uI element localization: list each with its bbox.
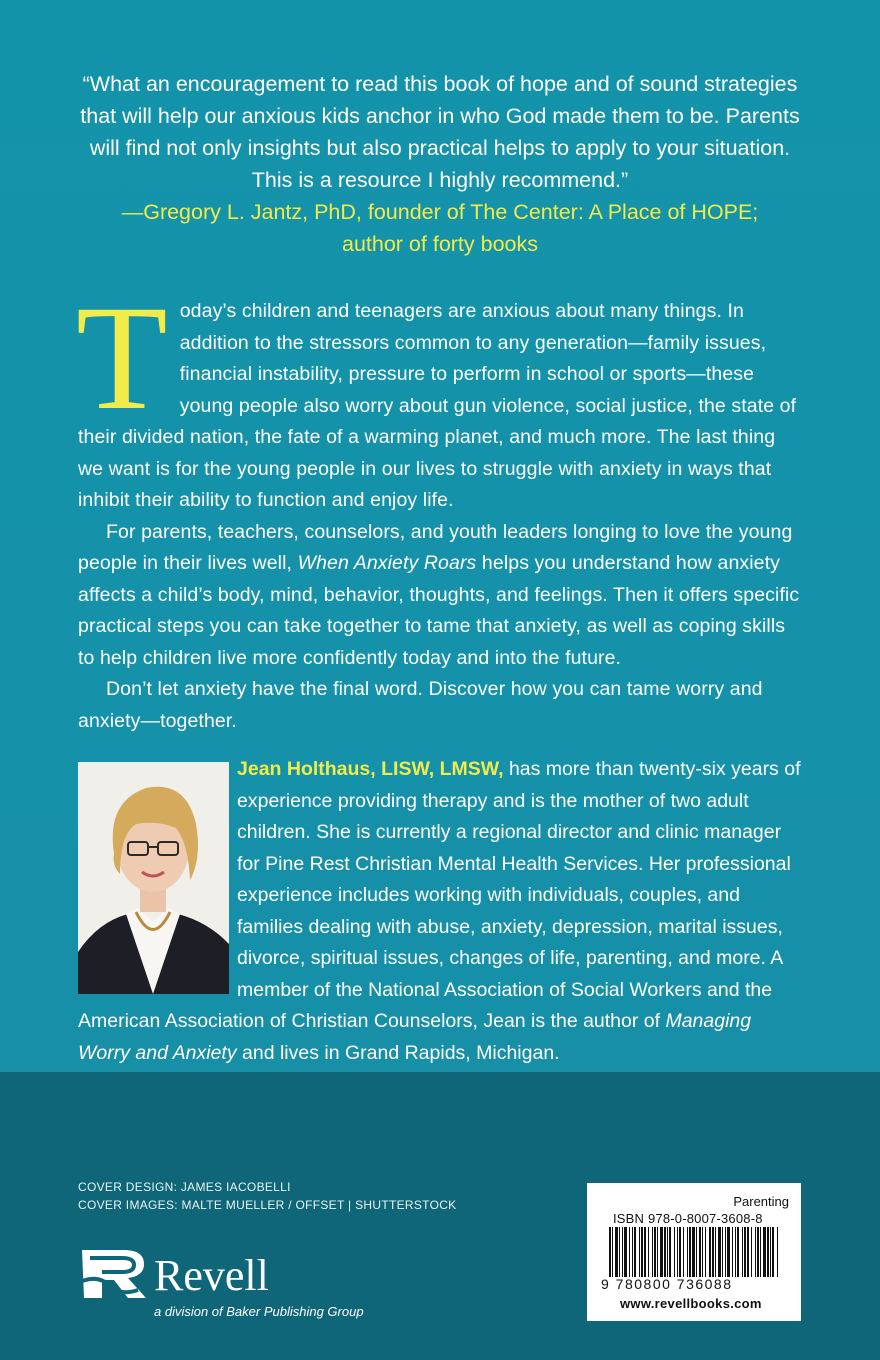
barcode-bar [725, 1227, 726, 1277]
barcode-bar [755, 1227, 756, 1277]
barcode-bar [657, 1227, 658, 1277]
barcode-bar [751, 1227, 752, 1277]
barcode-bar [760, 1227, 761, 1277]
barcode-bar [744, 1227, 746, 1277]
barcode-bar [722, 1227, 723, 1277]
barcode-bar [705, 1227, 706, 1277]
publisher-name: Revell [154, 1251, 269, 1300]
barcode-digits: 9 780800 736088 [601, 1276, 733, 1292]
publisher-logo [80, 1246, 380, 1326]
barcode-bars [605, 1227, 783, 1277]
barcode-bar [634, 1227, 636, 1277]
endorsement-quote [70, 68, 810, 260]
barcode-bar [644, 1227, 646, 1277]
barcode-bar [674, 1227, 675, 1277]
barcode-bar [718, 1227, 721, 1277]
author-bio-end: and lives in Grand Rapids, Michigan. [236, 1041, 560, 1064]
barcode-bar [687, 1227, 688, 1277]
barcode-bar [702, 1227, 703, 1277]
barcode-bar [696, 1227, 697, 1277]
barcode-bar [770, 1227, 771, 1277]
description-paragraph-3: Don’t let anxiety have the final word. Discover how you can tame worry and anxiety—together. [78, 678, 763, 732]
author-name: Jean Holthaus, LISW, LMSW, [237, 758, 504, 780]
barcode-bar [709, 1227, 711, 1277]
barcode-bar [737, 1227, 739, 1277]
barcode-bar [615, 1227, 618, 1277]
book-category: Parenting [733, 1194, 789, 1209]
author-bio [78, 754, 802, 1069]
barcode-bar [632, 1227, 633, 1277]
isbn-text: ISBN 978-0-8007-3608-8 [613, 1211, 763, 1226]
cover-design-credit: COVER DESIGN: JAMES IACOBELLI [78, 1180, 291, 1194]
barcode-bar [669, 1227, 671, 1277]
barcode-bar [641, 1227, 643, 1277]
book-title-italic: When Anxiety Roars [297, 552, 477, 574]
publisher-url: www.revellbooks.com [620, 1296, 762, 1311]
description-paragraph-2 [78, 517, 802, 675]
barcode-bar [767, 1227, 769, 1277]
barcode-bar [629, 1227, 630, 1277]
barcode-bar [747, 1227, 749, 1277]
drop-cap: T [76, 275, 168, 441]
barcode-bar [622, 1227, 623, 1277]
barcode-bar [683, 1227, 684, 1277]
description-paragraph-1-text: oday’s children and teenagers are anxious about many things. In addition to the stressors common to any generation—family issues, financial instability, pressure to perform in school or sports—these young people also worry about gun violence, social justice, the state of their divided nation, the fate of a warming planet, and much more. The last thing we want is for the young people in our lives to struggle with anxiety in ways that inhibit their ability to function and enjoy life. [78, 300, 797, 511]
barcode-bar [727, 1227, 730, 1277]
author-bio-text: has more than twenty-six years of experience providing therapy and is the mother of two adult children. She is currently a regional director and clinic manager for Pine Rest Christian Mental Health Services. Her professional experience includes working with individuals, couples, and families dealing with abuse, anxiety, depression, marital issues, divorce, spiritual issues, changes of life, parenting, and more. A member of the National Association of Social Workers and the American Association of Christian Counselors, Jean is the author of [78, 758, 801, 1032]
barcode-bar [664, 1227, 666, 1277]
barcode-bar [624, 1227, 627, 1277]
barcode-bar [652, 1227, 653, 1277]
quote-attribution-line1: —Gregory L. Jantz, PhD, founder of The Center: A Place of HOPE; [121, 200, 759, 224]
barcode-bar [609, 1227, 611, 1277]
barcode-bar [679, 1227, 681, 1277]
barcode-bar [699, 1227, 701, 1277]
description-paragraph-1 [76, 275, 802, 517]
cover-images-credit: COVER IMAGES: MALTE MUELLER / OFFSET | SHUTTERSTOCK [78, 1198, 457, 1212]
photo-wrap-spacer [78, 754, 237, 994]
revell-r-logo-icon [80, 1246, 150, 1302]
barcode-bar [639, 1227, 640, 1277]
quote-text: “What an encouragement to read this book of hope and of sound strategies that will help our anxious kids anchor in who God made them to be. Parents will find not only insights but also practical helps to apply to your situation. This is a resource I highly recommend.” [80, 72, 800, 192]
description-p2-after: helps you understand how anxiety affects a child’s body, mind, behavior, thoughts, and feelings. Then it offers specific practical steps you can take together to tame that anxiety, as well as coping skills to help children live more confidently today and into the future. [78, 552, 800, 669]
barcode-bar [763, 1227, 766, 1277]
barcode-panel [587, 1183, 801, 1321]
barcode-bar [712, 1227, 714, 1277]
author-prior-book-title: Managing Worry and Anxiety [78, 1010, 752, 1064]
publisher-tagline: a division of Baker Publishing Group [154, 1304, 364, 1319]
barcode-bar [689, 1227, 691, 1277]
barcode-bar [667, 1227, 668, 1277]
barcode-bar [660, 1227, 663, 1277]
barcode-bar [777, 1227, 778, 1277]
book-description [76, 275, 802, 737]
quote-attribution-line2: author of forty books [342, 232, 538, 256]
barcode-bar [654, 1227, 656, 1277]
barcode-bar [732, 1227, 733, 1277]
cover-credits [78, 1178, 456, 1214]
barcode-bar [715, 1227, 716, 1277]
barcode-bar [742, 1227, 743, 1277]
description-p2-before: For parents, teachers, counselors, and youth leaders longing to love the young people in their lives well, [78, 520, 793, 574]
barcode-bar [692, 1227, 695, 1277]
barcode-bar [757, 1227, 759, 1277]
barcode-bar [648, 1227, 649, 1277]
barcode-bar [735, 1227, 736, 1277]
barcode-bar [677, 1227, 678, 1277]
barcode-bar [619, 1227, 620, 1277]
barcode-bar [612, 1227, 613, 1277]
barcode-bar [772, 1227, 774, 1277]
